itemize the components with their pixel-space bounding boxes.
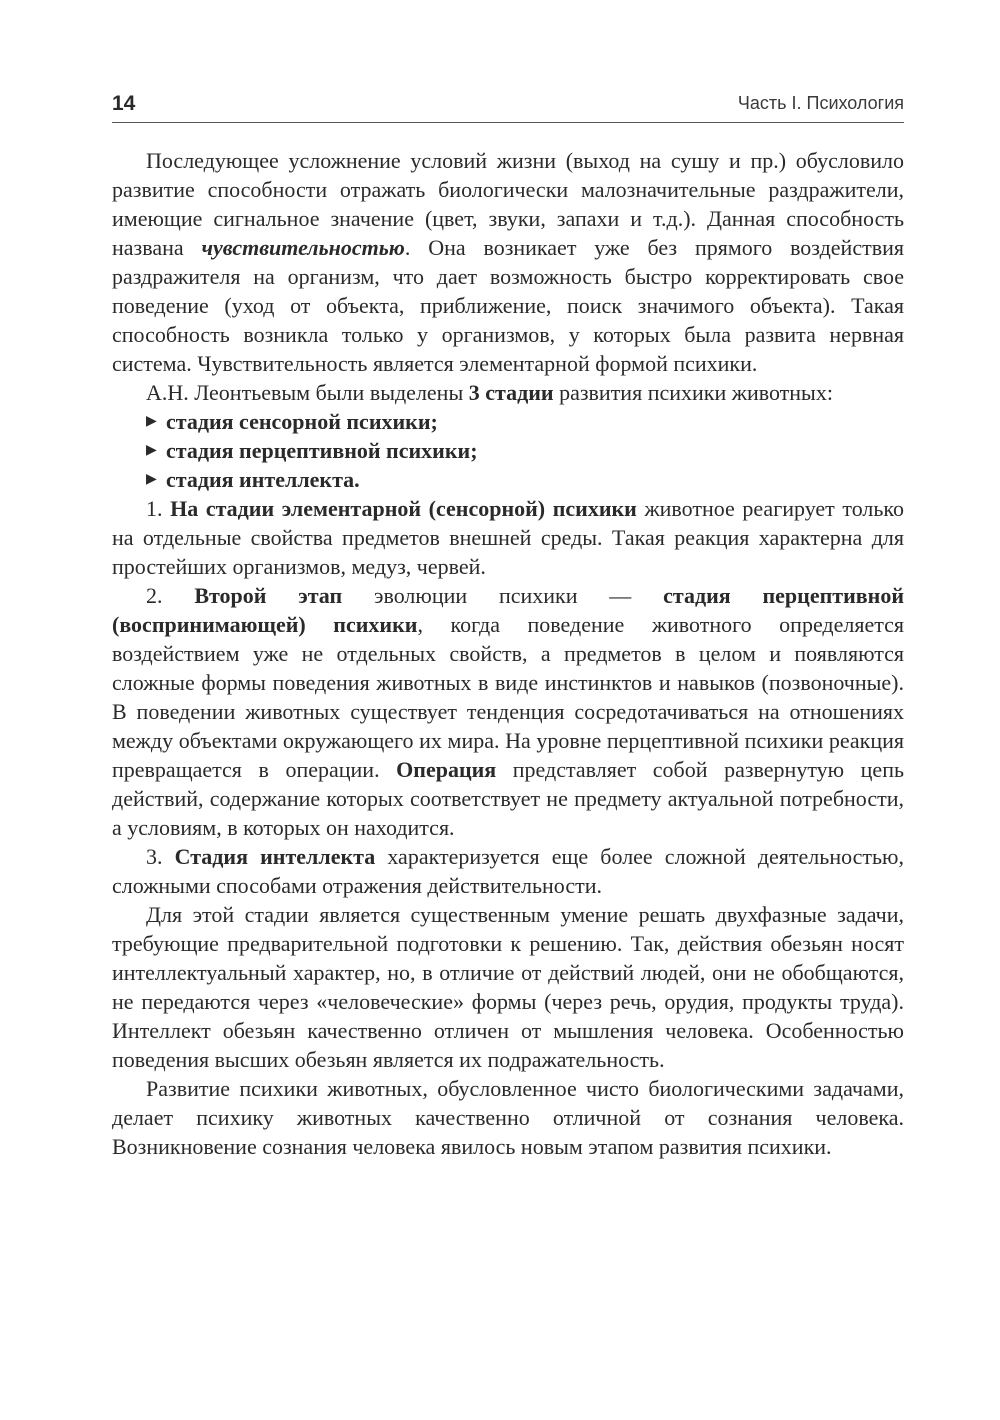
stages-list [112,407,904,494]
term-operation: Операция [396,757,497,782]
term-intellect-stage: Стадия интеллекта [174,844,376,869]
paragraph-stage-1: 1. На стадии элементарной (сенсорной) психики животное реагирует только на отдельные свойства предметов внешней среды. Такая реакция характерна для простейших организмов, медуз, червей. [112,496,905,579]
term-sensory-stage: На стадии элементарной (сенсорной) психики [170,496,637,521]
page-body [112,146,904,1161]
term-sensitivity: чувствительностью [201,235,405,260]
list-item: ▶ стадия сенсорной психики; [146,409,438,434]
list-item: ▶ стадия интеллекта. [146,467,360,492]
paragraph-stage-3: 3. Стадия интеллекта характеризуется еще более сложной деятельностью, сложными способами отражения действительности. [112,844,904,898]
term-second-stage: Второй этап [194,583,343,608]
term-perceptive-stage: стадия перцептивной (воспринимающей) психики [112,583,904,637]
paragraph-conclusion: Развитие психики животных, обусловленное чисто биологическими задачами, делает психику животных качественно отличной от сознания человека. Возникновение сознания человека явилось новым этапом развития психики. [112,1076,904,1159]
triangle-bullet-icon: ▶ [146,472,157,487]
term-three-stages: 3 стадии [468,380,554,405]
triangle-bullet-icon: ▶ [146,443,157,458]
paragraph-sensitivity: Последующее усложнение условий жизни (выход на сушу и пр.) обусловило развитие способности отражать биологически малозначительные раздражители, имеющие сигнальное значение (цвет, звуки, запахи и т.д.). Данная способность названа чувствительностью. Она возникает уже без прямого воздействия раздражителя на организм, что дает возможность быстро корректировать свое поведение (уход от объекта, приближение, поиск значимого объекта). Такая способность возникла только у организмов, у которых была развита нервная система. Чувствительность является элементарной формой психики. [112,148,904,376]
running-head: Часть I. Психология [737,93,904,113]
page-number: 14 [112,92,136,115]
triangle-bullet-icon: ▶ [146,414,157,429]
paragraph-leontiev: А.Н. Леонтьевым были выделены 3 стадии развития психики животных: [146,380,833,405]
list-item: ▶ стадия перцептивной психики; [146,438,478,463]
paragraph-stage-2: 2. Второй этап эволюции психики — стадия перцептивной (воспринимающей) психики, когда поведение животного определяется воздействием уже не отдельных свойств, а предметов в целом и появляются сложные формы поведения животных в виде инстинктов и навыков (позвоночные). В поведении животных существует тенденция сосредотачиваться на отношениях между объектами окружающего их мира. На уровне перцептивной психики реакция превращается в операции. Операция представляет собой развернутую цепь действий, содержание которых соответствует не предмету актуальной потребности, а условиям, в которых он находится. [112,583,905,840]
paragraph-monkeys: Для этой стадии является существенным умение решать двухфазные задачи, требующие предварительной подготовки к решению. Так, действия обезьян носят интеллектуальный характер, но, в отличие от действий людей, они не обобщаются, не передаются через «человеческие» формы (через речь, орудия, продукты труда). Интеллект обезьян качественно отличен от мышления человека. Особенностью поведения высших обезьян является их подражательность. [112,902,904,1072]
page-header [112,90,904,123]
